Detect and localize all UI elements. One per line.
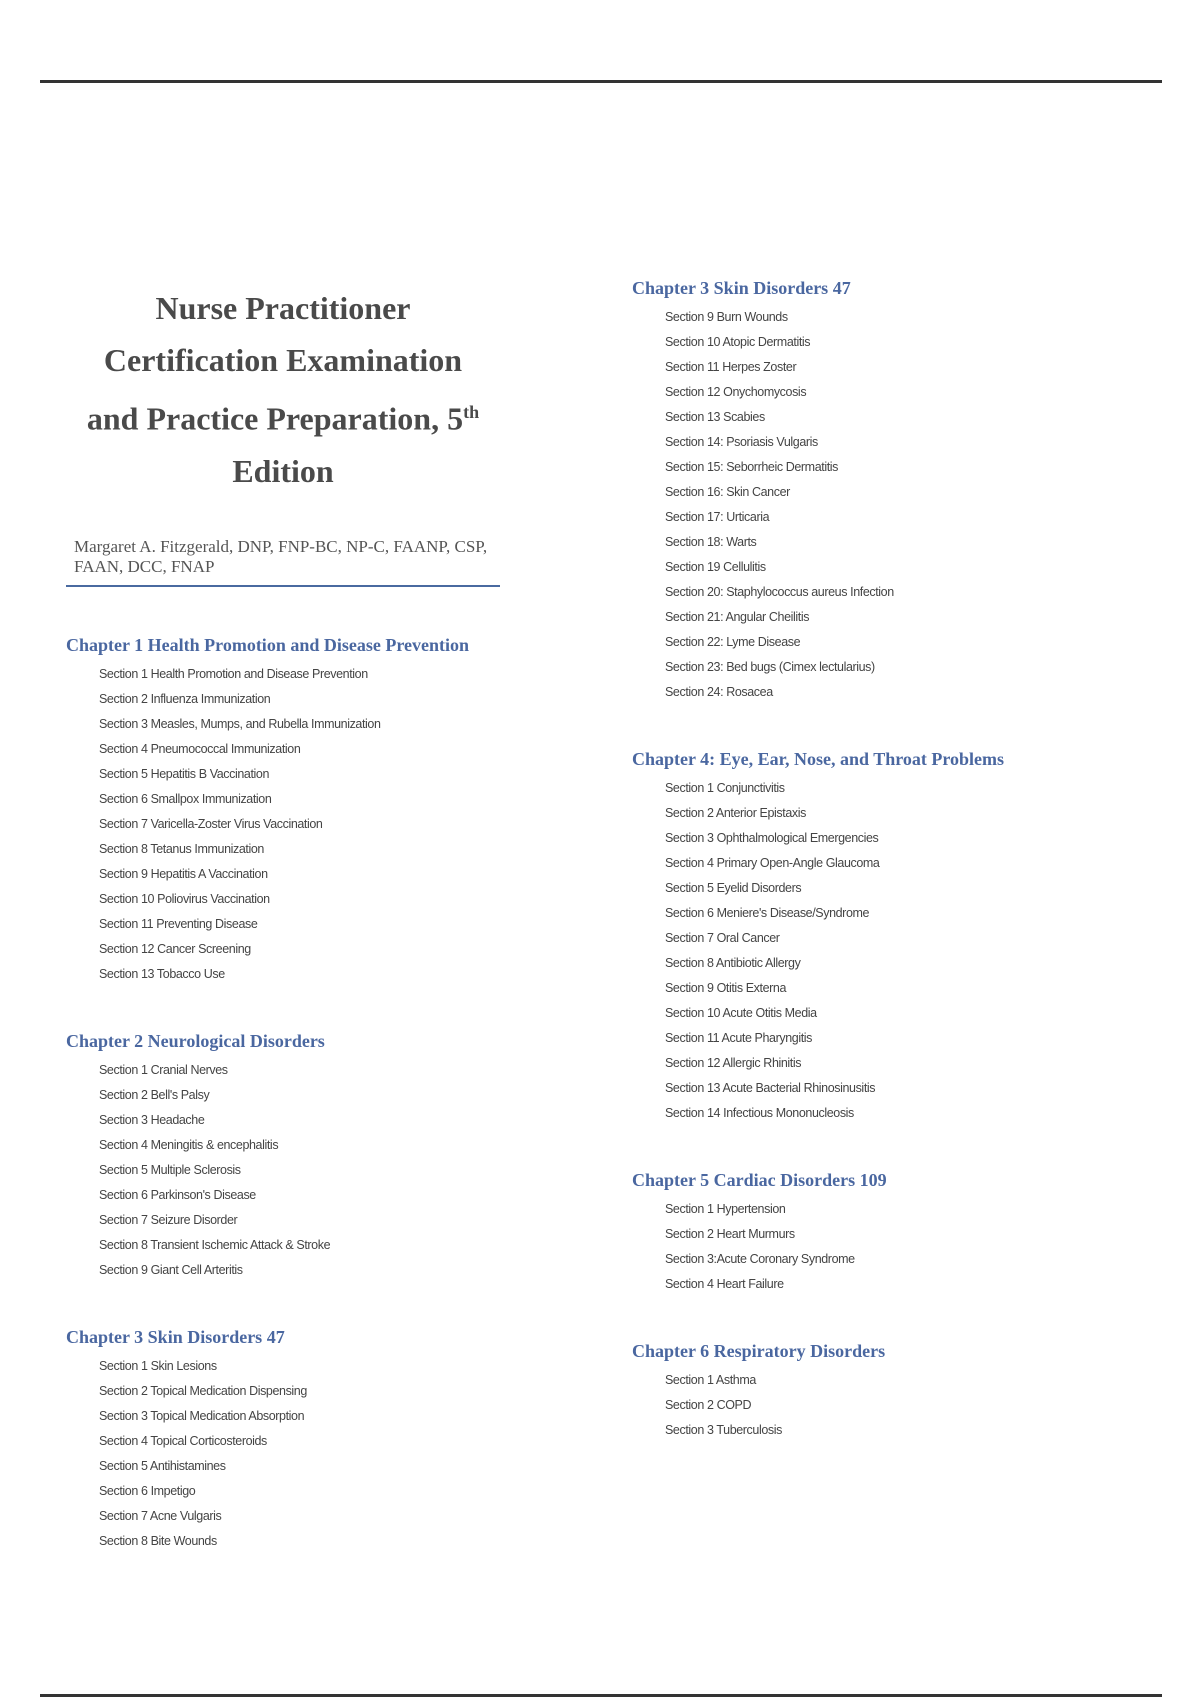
book-title bbox=[66, 282, 500, 497]
section-item: Section 6 Smallpox Immunization bbox=[99, 791, 272, 806]
section-item: Section 7 Varicella-Zoster Virus Vaccination bbox=[99, 816, 323, 831]
section-list bbox=[66, 662, 586, 987]
section-item: Section 9 Giant Cell Arteritis bbox=[99, 1262, 243, 1277]
book-title-line2-end: Edition bbox=[232, 452, 334, 489]
section-list bbox=[632, 776, 1172, 1126]
section-item: Section 15: Seborrheic Dermatitis bbox=[665, 460, 838, 474]
section-list bbox=[632, 305, 1172, 705]
section-item: Section 19 Cellulitis bbox=[665, 560, 766, 574]
section-item: Section 5 Multiple Sclerosis bbox=[99, 1162, 241, 1177]
section-item: Section 12 Allergic Rhinitis bbox=[665, 1056, 802, 1070]
section-item: Section 2 Topical Medication Dispensing bbox=[99, 1383, 307, 1398]
bottom-rule bbox=[40, 1694, 1162, 1697]
section-item: Section 9 Otitis Externa bbox=[665, 981, 787, 995]
section-item: Section 5 Eyelid Disorders bbox=[665, 881, 802, 895]
right-column bbox=[632, 278, 1172, 1443]
section-item: Section 8 Tetanus Immunization bbox=[99, 841, 264, 856]
chapter-block bbox=[66, 1031, 586, 1283]
section-item: Section 5 Antihistamines bbox=[99, 1458, 226, 1473]
left-chapter-list bbox=[66, 635, 586, 1554]
section-item: Section 10 Acute Otitis Media bbox=[665, 1006, 817, 1020]
section-item: Section 1 Asthma bbox=[665, 1373, 756, 1387]
section-item: Section 1 Conjunctivitis bbox=[665, 781, 785, 795]
section-item: Section 4 Pneumococcal Immunization bbox=[99, 741, 301, 756]
section-list bbox=[632, 1368, 1172, 1443]
section-item: Section 23: Bed bugs (Cimex lectularius) bbox=[665, 660, 875, 674]
section-item: Section 6 Impetigo bbox=[99, 1483, 196, 1498]
section-item: Section 24: Rosacea bbox=[665, 685, 773, 699]
chapter-title: Chapter 5 Cardiac Disorders 109 bbox=[632, 1170, 887, 1190]
section-item: Section 12 Onychomycosis bbox=[665, 385, 807, 399]
section-item: Section 14: Psoriasis Vulgaris bbox=[665, 435, 818, 449]
chapter-block bbox=[632, 1170, 1172, 1297]
section-item: Section 17: Urticaria bbox=[665, 510, 770, 524]
section-item: Section 3:Acute Coronary Syndrome bbox=[665, 1252, 855, 1266]
right-chapter-list bbox=[632, 278, 1172, 1443]
section-item: Section 11 Preventing Disease bbox=[99, 916, 258, 931]
chapter-block bbox=[66, 1327, 586, 1554]
section-item: Section 8 Transient Ischemic Attack & Stroke bbox=[99, 1237, 331, 1252]
section-item: Section 3 Measles, Mumps, and Rubella Immunization bbox=[99, 716, 381, 731]
chapter-block bbox=[66, 635, 586, 987]
section-item: Section 4 Topical Corticosteroids bbox=[99, 1433, 267, 1448]
section-item: Section 11 Herpes Zoster bbox=[665, 360, 797, 374]
section-item: Section 7 Oral Cancer bbox=[665, 931, 780, 945]
chapter-title: Chapter 4: Eye, Ear, Nose, and Throat Problems bbox=[632, 749, 1005, 769]
section-item: Section 18: Warts bbox=[665, 535, 757, 549]
section-item: Section 10 Poliovirus Vaccination bbox=[99, 891, 270, 906]
section-item: Section 4 Meningitis & encephalitis bbox=[99, 1137, 279, 1152]
section-item: Section 14 Infectious Mononucleosis bbox=[665, 1106, 854, 1120]
chapter-title: Chapter 3 Skin Disorders 47 bbox=[632, 278, 851, 298]
section-item: Section 13 Acute Bacterial Rhinosinusitis bbox=[665, 1081, 876, 1095]
top-rule bbox=[40, 80, 1162, 83]
book-title-superscript: th bbox=[463, 402, 480, 422]
section-item: Section 7 Seizure Disorder bbox=[99, 1212, 238, 1227]
section-list bbox=[66, 1354, 586, 1554]
section-item: Section 11 Acute Pharyngitis bbox=[665, 1031, 812, 1045]
section-item: Section 9 Burn Wounds bbox=[665, 310, 788, 324]
section-item: Section 12 Cancer Screening bbox=[99, 941, 251, 956]
section-item: Section 8 Bite Wounds bbox=[99, 1533, 217, 1548]
section-item: Section 7 Acne Vulgaris bbox=[99, 1508, 222, 1523]
section-item: Section 3 Ophthalmological Emergencies bbox=[665, 831, 879, 845]
chapter-title: Chapter 3 Skin Disorders 47 bbox=[66, 1326, 285, 1347]
chapter-title: Chapter 6 Respiratory Disorders bbox=[632, 1341, 886, 1361]
section-item: Section 1 Health Promotion and Disease Prevention bbox=[99, 666, 368, 681]
section-item: Section 4 Heart Failure bbox=[665, 1277, 784, 1291]
section-item: Section 9 Hepatitis A Vaccination bbox=[99, 866, 268, 881]
book-title-line1: Nurse Practitioner Certification Examination bbox=[103, 290, 463, 378]
section-item: Section 8 Antibiotic Allergy bbox=[665, 956, 801, 970]
section-item: Section 21: Angular Cheilitis bbox=[665, 610, 810, 624]
section-item: Section 2 Anterior Epistaxis bbox=[665, 806, 806, 820]
section-item: Section 13 Scabies bbox=[665, 410, 765, 424]
section-item: Section 2 Influenza Immunization bbox=[99, 691, 271, 706]
section-item: Section 6 Parkinson's Disease bbox=[99, 1187, 256, 1202]
section-item: Section 10 Atopic Dermatitis bbox=[665, 335, 811, 349]
section-item: Section 5 Hepatitis B Vaccination bbox=[99, 766, 270, 781]
section-item: Section 3 Headache bbox=[99, 1112, 205, 1127]
section-item: Section 2 Bell's Palsy bbox=[99, 1087, 210, 1102]
chapter-block bbox=[632, 1341, 1172, 1443]
section-item: Section 22: Lyme Disease bbox=[665, 635, 801, 649]
section-list bbox=[632, 1197, 1172, 1297]
section-item: Section 1 Skin Lesions bbox=[99, 1358, 217, 1373]
section-item: Section 2 COPD bbox=[665, 1398, 752, 1412]
section-item: Section 1 Cranial Nerves bbox=[99, 1062, 228, 1077]
section-item: Section 2 Heart Murmurs bbox=[665, 1227, 795, 1241]
section-item: Section 20: Staphylococcus aureus Infection bbox=[665, 585, 894, 599]
section-item: Section 6 Meniere's Disease/Syndrome bbox=[665, 906, 870, 920]
section-list bbox=[66, 1058, 586, 1283]
chapter-block bbox=[632, 278, 1172, 705]
section-item: Section 13 Tobacco Use bbox=[99, 966, 225, 981]
section-item: Section 1 Hypertension bbox=[665, 1202, 786, 1216]
chapter-title: Chapter 2 Neurological Disorders bbox=[66, 1030, 325, 1051]
book-title-line2: and Practice Preparation, 5 bbox=[86, 400, 464, 437]
section-item: Section 3 Tuberculosis bbox=[665, 1423, 782, 1437]
section-item: Section 4 Primary Open-Angle Glaucoma bbox=[665, 856, 880, 870]
author-byline: Margaret A. Fitzgerald, DNP, FNP-BC, NP-C, FAANP, CSP, FAAN, DCC, FNAP bbox=[66, 533, 500, 587]
chapter-block bbox=[632, 749, 1172, 1126]
left-column bbox=[66, 282, 586, 1554]
chapter-title: Chapter 1 Health Promotion and Disease Prevention bbox=[66, 634, 469, 655]
section-item: Section 16: Skin Cancer bbox=[665, 485, 790, 499]
section-item: Section 3 Topical Medication Absorption bbox=[99, 1408, 305, 1423]
